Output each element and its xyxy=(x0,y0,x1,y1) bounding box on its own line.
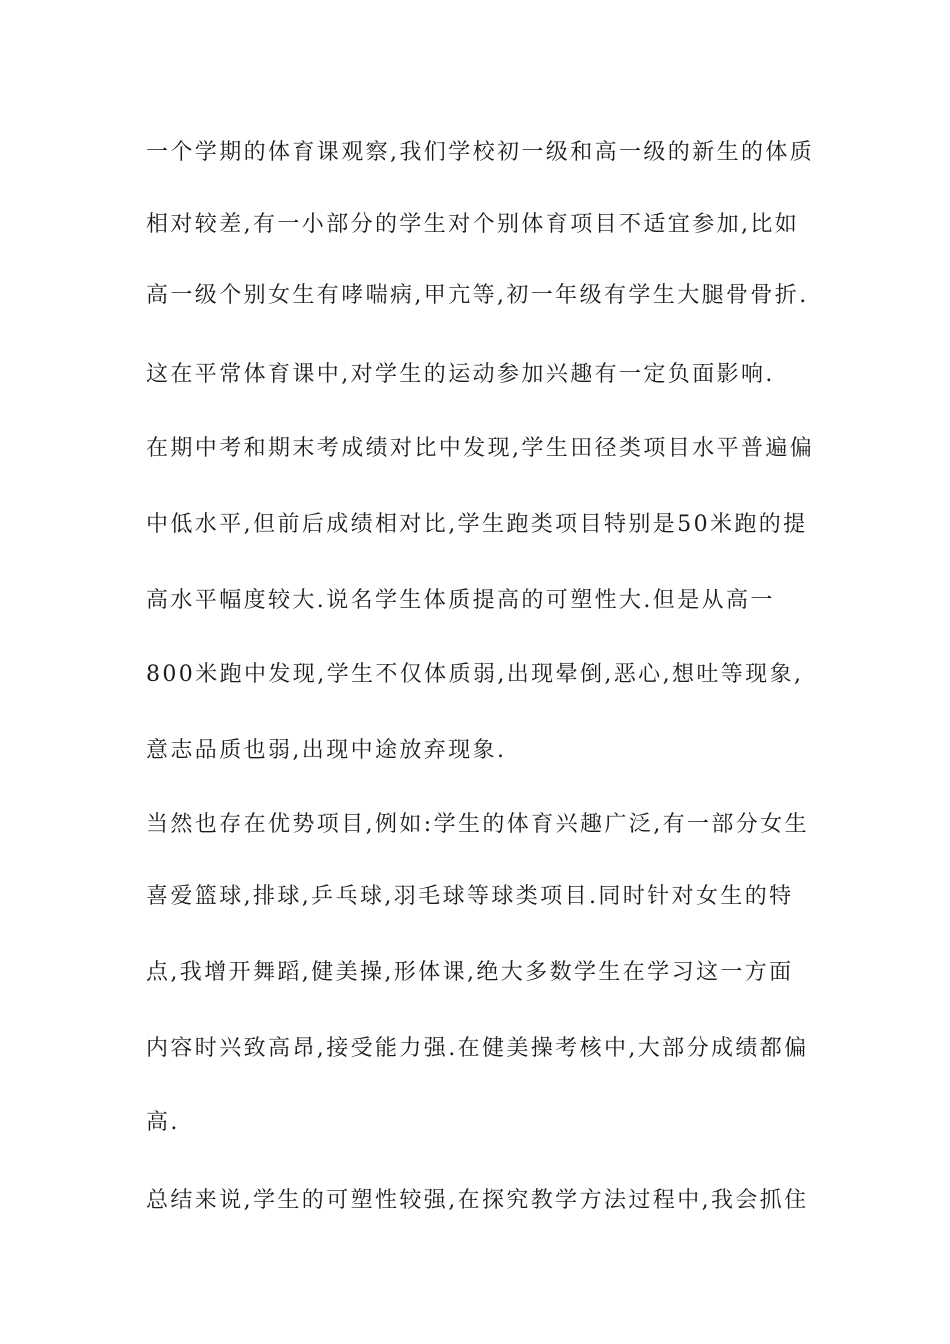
text-line: 这在平常体育课中,对学生的运动参加兴趣有一定负面影响. xyxy=(146,362,775,387)
text-line: 点,我增开舞蹈,健美操,形体课,绝大多数学生在学习这一方面 xyxy=(146,960,794,985)
text-line: 800米跑中发现,学生不仅体质弱,出现晕倒,恶心,想吐等现象, xyxy=(146,662,804,687)
text-line: 总结来说,学生的可塑性较强,在探究教学方法过程中,我会抓住 xyxy=(146,1188,809,1213)
text-line: 在期中考和期末考成绩对比中发现,学生田径类项目水平普遍偏 xyxy=(146,436,815,461)
text-line: 喜爱篮球,排球,乒乓球,羽毛球等球类项目.同时针对女生的特 xyxy=(146,884,794,909)
text-line: 意志品质也弱,出现中途放弃现象. xyxy=(146,738,507,763)
text-line: 高水平幅度较大.说名学生体质提高的可塑性大.但是从高一 xyxy=(146,588,775,613)
text-line: 高. xyxy=(146,1110,180,1135)
text-line: 当然也存在优势项目,例如:学生的体育兴趣广泛,有一部分女生 xyxy=(146,812,810,837)
text-line: 一个学期的体育课观察,我们学校初一级和高一级的新生的体质 xyxy=(146,140,815,165)
text-line: 相对较差,有一小部分的学生对个别体育项目不适宜参加,比如 xyxy=(146,212,800,237)
text-line: 中低水平,但前后成绩相对比,学生跑类项目特别是50米跑的提 xyxy=(146,512,808,537)
text-line: 高一级个别女生有哮喘病,甲亢等,初一年级有学生大腿骨骨折. xyxy=(146,283,809,308)
text-line: 内容时兴致高昂,接受能力强.在健美操考核中,大部分成绩都偏 xyxy=(146,1036,809,1061)
